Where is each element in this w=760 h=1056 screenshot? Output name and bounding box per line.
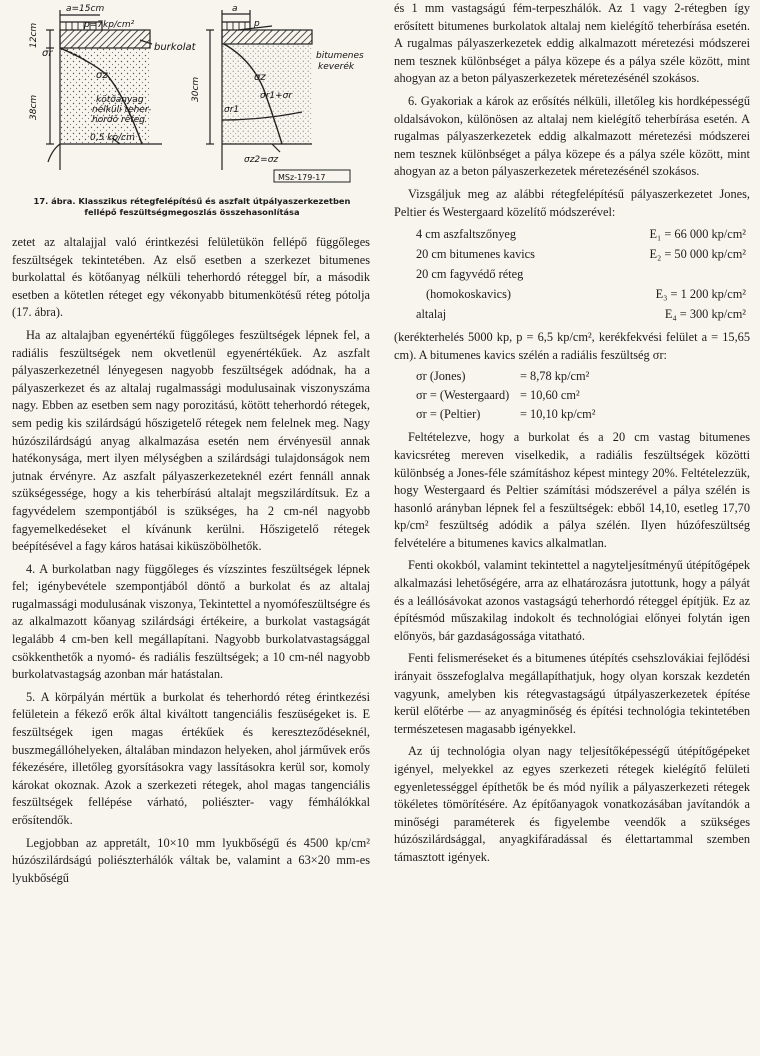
paragraph: 6. Gyakoriak a károk az erősítés nélküli, illetőleg kis hordképességű oldalsávokon, különösen az altalaj nem kielégítő teherbírása esetén. A rugalmas pályaszerkezetek eddig alkalmazott méretezési módszerei nem tesznek különbséget a pálya közepe és a pálya széle között, mint ahogyan az a beton pályaszerkezetek méretezésénél szokásos.: [394, 93, 750, 179]
label-burkolat: burkolat: [154, 42, 196, 53]
materials-table: [394, 224, 750, 324]
label-sigma-bottom: σz2=σz: [244, 155, 279, 165]
label-p-right: p: [254, 19, 260, 29]
paragraph: Az új technológia olyan nagy teljesítőképességű útépítőgépeket igényel, melyekkel az egyes szerkezeti rétegek kielégítő felületi egyenletességgel építhetők be és mód nyílik a pályaszerkezeti rétegek tökéletes tömörítésére. Az építőanyagok vonatkozásában javítandók a minőségi paraméterek és figyelembe veendők a szükséges húzószilárdsággal, anyagkifáradással és élettartammal szemben támasztott igények.: [394, 744, 750, 864]
label-bit-2: keverék: [318, 62, 355, 72]
pavement-layer-left: [60, 30, 150, 48]
paragraph: és 1 mm vastagságú fém-terpeszhálók. Az 1 vagy 2-rétegben így erősített bitumenes burkolatok altalaj nem kielégítő teherbírása esetén. A rugalmas pályaszerkezetek eddig alkalmazott méretezési módszerei nem tesznek különbséget a pálya közepe és a pálya széle között, mint ahogyan az a beton pályaszerkezetek méretezésénél szokásos.: [394, 1, 750, 86]
paragraph: zetet az altalajjal való érintkezési felületükön fellépő függőleges feszültségek tekintetében. Az első esetben a szerkezet bitumenes burkolattal és kötőanyag nélküli teherhordó réteggel bír, a második esetben a kötetlen réteget egy vékonyabb bitumenkötésű réteg pótolja (17. ábra).: [12, 235, 370, 320]
material-row: 20 cm fagyvédő réteg: [416, 267, 524, 282]
label-sigma-combo: σr1+σr: [260, 91, 293, 101]
label-dim-30: 30cm: [191, 76, 201, 102]
figure-caption: 17. ábra. Klasszikus rétegfelépítésű és aszfalt útpályaszerkezetben fellépő feszültségmegoszlás összehasonlítása: [33, 196, 351, 217]
pavement-layer-right: [222, 30, 312, 44]
sigma-row: σr = (Peltier) = 10,10 kp/cm²: [416, 407, 596, 422]
label-layer-1: kötőanyag: [96, 95, 144, 105]
label-sigma-z: σz: [96, 70, 108, 81]
material-row: (homokoskavics) E₃ = 1 200 kp/cm²: [426, 287, 746, 302]
label-a-left: a=15cm: [66, 4, 105, 14]
label-dim-12: 12cm: [29, 22, 39, 48]
label-sigma-r1: σr1: [224, 105, 240, 115]
sigma-row: σr = (Westergaard) = 10,60 cm²: [416, 388, 580, 403]
paragraph: Feltételezve, hogy a burkolat és a 20 cm vastag bitumenes kavicsréteg mereven viselkedik, a radiális feszültségek közötti különbség a Jones-féle számításhoz képest mintegy 20%. Feltételezzük, hogy Westergaard és Peltier számítási módszerével a pálya szélén is hasonló arányban lépnek fel a feszültségek: ebből 14,10, esetleg 17,70 kp/cm² feszültség adódik a pálya szélén. Ilyen húzófeszültség felvételére a bitumenes kavics alkalmatlan.: [394, 430, 750, 550]
stress-diagram: [12, 0, 370, 186]
paragraph: Fenti felismeréseket és a bitumenes útépítés csehszlovákiai fejlődési irányait összefoglalva megállapíthatjuk, hogy olyan korszak kezdetén vagyunk, amelyben kis rétegvastagságú útpályaszerkezetek építése kerül előtérbe — az anyagminőség és építési technológia tekintetében természetesen magasabb igényekkel.: [394, 651, 750, 736]
label-mark: MSz-179-17: [278, 173, 326, 182]
label-layer-2: nélküli teher-: [92, 105, 152, 115]
label-bottom-pressure: 0,5 kp/cm: [90, 133, 135, 143]
label-bit-1: bitumenes: [316, 51, 364, 61]
left-column: [12, 0, 370, 887]
material-row: altalaj E₄ = 300 kp/cm²: [416, 307, 746, 322]
paragraph: Fenti okokból, valamint tekintettel a nagyteljesítményű útépítőgépek alkalmazási lehetőségére, arra az elhatározásra jutottunk, hogy a pályát és a leállósávokat azonos vastagságú teherhordó réteggel építjük. Ez az építésmód műszakilag indokolt és technológiai előnyei folytán igen előnyös, bár gazdaságossága vitatható.: [394, 558, 750, 643]
paragraph: (kerékterhelés 5000 kp, p = 6,5 kp/cm², kerékfekvési felület a = 15,65 cm). A bitumenes kavics szélén a radiális feszültség σr:: [394, 330, 750, 362]
label-p-left: p=7kp/cm²: [84, 20, 135, 30]
label-layer-3: hordó réteg: [92, 115, 146, 125]
paragraph: Ha az altalajban egyenértékű függőleges feszültségek lépnek fel, a radiális feszültségek nem okvetlenül egyenértékűek. Az aszfalt pályaszerkezetnél lényegesen nagyobb feszültségek adódnak, ha a pályaszerkezet és az altalaj rugalmassági modulusainak viszonyszáma nagy. Ebben az esetben sem nagy porozitású, kötött teherhordó rétegek, sem pedig kis szilárdságú hőszigetelő rétegek nem felelnek meg. Nagy húzószilárdságú anyag alkalmazása esetén nem érvényesül annak hatékonysága, mert ilyen mélységben a szilárdsági tulajdonságok nem jutnak érvényre. Az aszfalt pályaszerkezeteknél ezért fennáll annak szükségessége, hogy a kis teherbírású altalajt megszilárdítsuk. Ez a fagyvédelem szempontjából is szükséges, ha 2 cm-nél nagyobb fagyemelkedéseket el kívánunk kerülni. Hőszigetelő rétegek beépítésével a fagy káros hatásai kiküszöbölhetők.: [12, 327, 370, 554]
paragraph: 5. A körpályán mértük a burkolat és teherhordó réteg érintkezési felületein a fékező erők által kiváltott tangenciális feszüségeket is. E feszültségek igen magas értékűek és kereszteződéseknél, buszmegállóhelyeken, általában mindazon helyeken, ahol járművek erős fékezésére, illetőleg gyorsításokra vagy lassításokra kerül sor, komoly károkat okoznak. Azok a szerkezeti rétegek, ahol magas tangenciális feszültségek fellépése várható, poliészter- vagy fémhálókkal erősítendők.: [12, 689, 370, 827]
label-sigma-r: σr: [42, 48, 53, 59]
sigma-table: [394, 367, 750, 424]
right-column: [394, 0, 750, 867]
figure-17: [12, 0, 370, 186]
paragraph: 4. A burkolatban nagy függőleges és vízszintes feszültségek lépnek fel; igénybevétele szempontjából döntő a burkolat és az altalaj rugalmassági modulusának viszonya, Tekintettel a nyomófeszültségre és az alkalmazott kőanyag szilárdsági értékeire, a burkolat vastagságát legalább 4 cm-ben kell megállapítani. Nagyobb burkolatvastagsággal csökkenthetők a nyomó- és radiális feszültségek; a 10 cm-nél nagyobb burkolatvastagság azonban már hatástalan.: [12, 561, 370, 682]
paragraph: Vizsgáljuk meg az alábbi rétegfelépítésű pályaszerkezetet Jones, Peltier és Westergaard közelítő módszerével:: [394, 186, 750, 219]
label-a-right: a: [232, 4, 238, 14]
material-row: 4 cm aszfaltszőnyeg E₁ = 66 000 kp/cm²: [416, 227, 746, 242]
material-row: 20 cm bitumenes kavics E₂ = 50 000 kp/cm²: [416, 247, 746, 262]
sigma-row: σr (Jones) = 8,78 kp/cm²: [416, 369, 590, 384]
paragraph: Legjobban az appretált, 10×10 mm lyukbőségű és 4500 kp/cm² húzószilárdságú poliészterhálók váltak be, valamint a 63×20 mm-es lyukbőségű: [12, 835, 370, 885]
label-sigma-z-right: σz: [254, 72, 266, 83]
label-dim-38: 38cm: [29, 94, 39, 120]
